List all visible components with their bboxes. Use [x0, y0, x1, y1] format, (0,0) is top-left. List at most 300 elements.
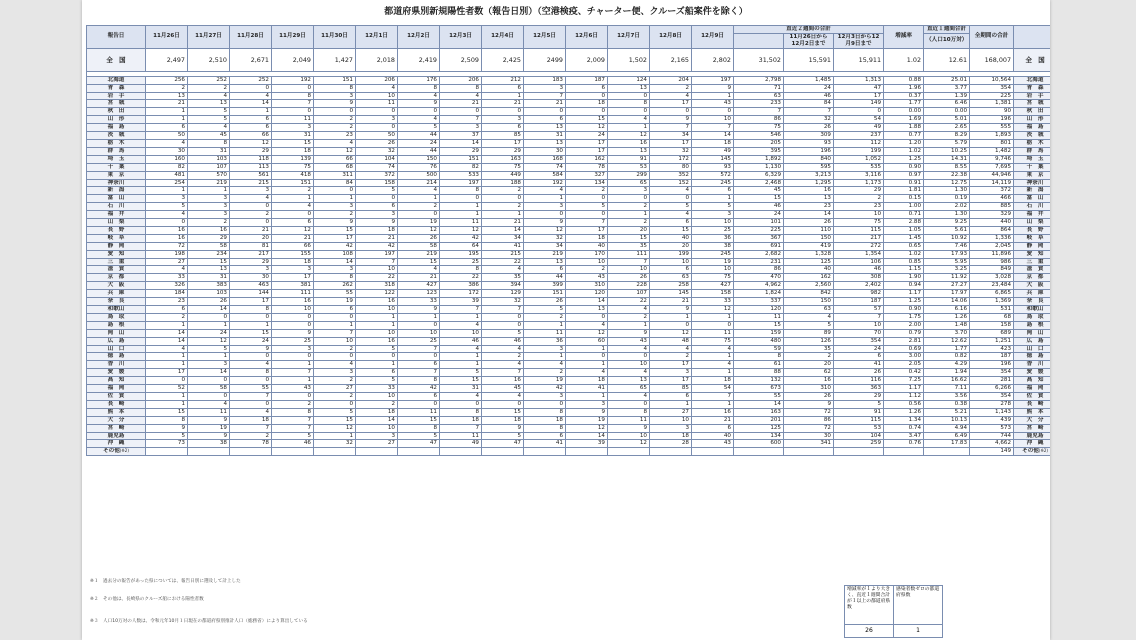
cell-value: 4	[440, 345, 482, 353]
cell-value: 176	[398, 76, 440, 84]
cell-value: 6	[146, 124, 188, 132]
cell-value: 19	[188, 424, 230, 432]
cell-value: 12	[230, 139, 272, 147]
cell-value: 470	[734, 274, 784, 282]
cell-value: 481	[146, 171, 188, 179]
prefecture-name-right: 群 馬	[1014, 147, 1050, 155]
cell-value: 7	[524, 92, 566, 100]
cell-value: 17.93	[924, 250, 970, 258]
cell-value: 15	[272, 139, 314, 147]
cell-value: 120	[566, 290, 608, 298]
cell-value: 26	[524, 298, 566, 306]
prefecture-name-right: 和歌山	[1014, 306, 1050, 314]
cell-value: 7	[314, 329, 356, 337]
cell-value: 7	[482, 306, 524, 314]
cell-value: 1	[650, 400, 692, 408]
prefecture-name: 滋 賀	[87, 266, 146, 274]
cell-value: 225	[970, 92, 1014, 100]
cell-value: 1	[524, 195, 566, 203]
cell-value: 74	[356, 163, 398, 171]
cell-value: 1,893	[970, 132, 1014, 140]
table-row	[87, 179, 1051, 187]
cell-value: 326	[146, 282, 188, 290]
cell-value: 16	[356, 298, 398, 306]
cell-value: 10	[608, 266, 650, 274]
cell-value: 26	[834, 369, 884, 377]
cell-value: 1.75	[884, 313, 924, 321]
cell-value: 195	[440, 250, 482, 258]
header-ratio: 増減率	[884, 26, 924, 49]
prefecture-name: 山 梨	[87, 219, 146, 227]
cell-value: 75	[272, 163, 314, 171]
other-value	[440, 448, 482, 456]
cell-value: 12	[608, 132, 650, 140]
cell-value: 82	[440, 163, 482, 171]
cell-value: 0	[566, 353, 608, 361]
cell-value: 5	[314, 408, 356, 416]
cell-value: 42	[398, 385, 440, 393]
cell-value: 30	[230, 274, 272, 282]
prefecture-name-right: 秋 田	[1014, 108, 1050, 116]
prefecture-name-right: 鹿児島	[1014, 432, 1050, 440]
prefecture-name-right: 福 井	[1014, 211, 1050, 219]
cell-value: 63	[784, 306, 834, 314]
other-value	[924, 448, 970, 456]
cell-value: 12	[398, 226, 440, 234]
header-date: 12月5日	[524, 26, 566, 49]
cell-value: 7	[834, 313, 884, 321]
cell-value: 159	[734, 329, 784, 337]
cell-value: 1	[398, 195, 440, 203]
cell-value: 35	[482, 274, 524, 282]
cell-value: 10	[834, 211, 884, 219]
prefecture-name: 岐 阜	[87, 234, 146, 242]
prefecture-name-right: 岡 山	[1014, 329, 1050, 337]
cell-value: 31	[188, 274, 230, 282]
cell-value: 0.69	[884, 345, 924, 353]
cell-value: 2.88	[884, 219, 924, 227]
cell-value: 21	[482, 219, 524, 227]
cell-value: 10	[356, 329, 398, 337]
prefecture-name-right: 神奈川	[1014, 179, 1050, 187]
cell-value: 8	[314, 274, 356, 282]
cell-value: 2	[524, 313, 566, 321]
cell-value: 0	[524, 108, 566, 116]
cell-value: 12	[608, 440, 650, 448]
cell-value: 6	[230, 124, 272, 132]
cell-value: 44	[398, 132, 440, 140]
cell-value: 196	[970, 361, 1014, 369]
header-row-1	[87, 26, 1051, 34]
cell-value: 0	[314, 353, 356, 361]
cell-value: 2	[314, 124, 356, 132]
cell-value: 982	[834, 290, 884, 298]
cell-value: 24	[566, 132, 608, 140]
cell-value: 33	[398, 298, 440, 306]
cell-value: 11	[608, 416, 650, 424]
cell-value: 1	[440, 353, 482, 361]
cell-value: 4	[650, 187, 692, 195]
cell-value: 0.74	[884, 424, 924, 432]
cell-value: 1.39	[924, 92, 970, 100]
cell-value: 29	[834, 392, 884, 400]
cell-value: 10	[272, 306, 314, 314]
cell-value: 3	[230, 266, 272, 274]
cell-value: 183	[524, 76, 566, 84]
cell-value: 18	[482, 416, 524, 424]
cell-value: 4	[566, 321, 608, 329]
prefecture-name-right: 滋 賀	[1014, 266, 1050, 274]
prefecture-name-right: 北海道	[1014, 76, 1050, 84]
cell-value: 12.75	[924, 179, 970, 187]
cell-value: 1.94	[924, 369, 970, 377]
prefecture-name: 千 葉	[87, 163, 146, 171]
prefecture-name: 新 潟	[87, 187, 146, 195]
other-value	[356, 448, 398, 456]
cell-value: 217	[230, 250, 272, 258]
cell-value: 310	[566, 282, 608, 290]
cell-value: 10	[356, 424, 398, 432]
cell-value: 151	[524, 290, 566, 298]
table-row	[87, 290, 1051, 298]
cell-value: 17	[834, 92, 884, 100]
cell-value: 11	[440, 432, 482, 440]
cell-value: 91	[608, 155, 650, 163]
cell-value: 150	[398, 155, 440, 163]
cell-value: 449	[482, 171, 524, 179]
cell-value: 21	[230, 226, 272, 234]
cell-value: 3	[272, 124, 314, 132]
prefecture-name-right: 福 島	[1014, 124, 1050, 132]
cell-value: 31	[188, 147, 230, 155]
cell-value: 104	[834, 432, 884, 440]
cell-value: 1.88	[884, 124, 924, 132]
cell-value: 71	[734, 84, 784, 92]
cell-value: 27.27	[924, 282, 970, 290]
cell-value: 33	[146, 274, 188, 282]
cell-value: 0.56	[884, 400, 924, 408]
cell-value: 11	[188, 408, 230, 416]
cell-value: 1	[146, 400, 188, 408]
cell-value: 21	[356, 234, 398, 242]
cell-value: 215	[230, 179, 272, 187]
prefecture-name: 山 形	[87, 116, 146, 124]
cell-value: 21	[440, 100, 482, 108]
cell-value: 15	[398, 258, 440, 266]
cell-value: 531	[970, 306, 1014, 314]
summary-zero-value: 1	[894, 625, 943, 638]
cell-value: 0	[356, 108, 398, 116]
cell-value: 14	[188, 306, 230, 314]
table-row	[87, 377, 1051, 385]
cell-value: 10.25	[924, 147, 970, 155]
cell-value: 0	[482, 400, 524, 408]
cell-value: 6	[356, 369, 398, 377]
other-label-right-text: その他	[1022, 448, 1039, 455]
prefecture-name: 福 井	[87, 211, 146, 219]
table-row	[87, 155, 1051, 163]
cell-value: 18	[356, 226, 398, 234]
cell-value: 1	[272, 195, 314, 203]
cell-value: 1	[314, 195, 356, 203]
cell-value: 75	[692, 274, 734, 282]
cell-value: 0	[188, 313, 230, 321]
cell-value: 570	[188, 171, 230, 179]
cell-value: 46	[440, 337, 482, 345]
cell-value: 1.25	[884, 155, 924, 163]
cell-value: 25	[692, 226, 734, 234]
cell-value: 9	[398, 306, 440, 314]
cell-value: 4	[692, 361, 734, 369]
cell-value: 13	[608, 377, 650, 385]
cell-value: 1,485	[784, 76, 834, 84]
cell-value: 228	[608, 282, 650, 290]
cell-value: 68	[314, 163, 356, 171]
cell-value: 0.15	[884, 195, 924, 203]
cell-value: 61	[734, 361, 784, 369]
cell-value: 0	[650, 195, 692, 203]
cell-value: 5	[692, 203, 734, 211]
cell-value: 4	[398, 187, 440, 195]
cell-value: 25.01	[924, 76, 970, 84]
cell-value: 309	[784, 132, 834, 140]
cell-value: 0	[524, 400, 566, 408]
cell-value: 0	[272, 353, 314, 361]
cell-value: 15	[146, 408, 188, 416]
cell-value: 19	[524, 377, 566, 385]
cell-value: 4	[356, 84, 398, 92]
cell-value: 0.00	[924, 108, 970, 116]
cell-value: 2	[482, 203, 524, 211]
cell-value: 8	[272, 408, 314, 416]
cell-value: 10	[608, 361, 650, 369]
cell-value: 6	[524, 432, 566, 440]
cell-value: 7	[356, 258, 398, 266]
cell-value: 41	[482, 242, 524, 250]
cell-value: 16	[188, 226, 230, 234]
other-label-sup: (※2)	[119, 448, 129, 454]
cell-value: 4	[524, 361, 566, 369]
cell-value: 3	[482, 116, 524, 124]
national-value: 31,502	[734, 48, 784, 71]
cell-value: 6	[314, 306, 356, 314]
cell-value: 30	[784, 432, 834, 440]
table-row	[87, 282, 1051, 290]
national-value: 2,802	[692, 48, 734, 71]
cell-value: 215	[482, 250, 524, 258]
cell-value: 245	[692, 179, 734, 187]
cell-value: 2	[608, 203, 650, 211]
cell-value: 0	[314, 187, 356, 195]
table-row	[87, 440, 1051, 448]
cell-value: 1	[440, 361, 482, 369]
cell-value: 8.55	[924, 163, 970, 171]
cell-value: 134	[566, 179, 608, 187]
national-value: 2,510	[188, 48, 230, 71]
cell-value: 10	[692, 116, 734, 124]
cell-value: 49	[692, 147, 734, 155]
other-label-text: その他	[103, 448, 120, 455]
cell-value: 10	[692, 266, 734, 274]
cell-value: 1	[146, 392, 188, 400]
cell-value: 17	[146, 369, 188, 377]
cell-value: 9	[650, 116, 692, 124]
cell-value: 22	[482, 258, 524, 266]
cell-value: 7.46	[924, 242, 970, 250]
table-row	[87, 84, 1051, 92]
cell-value: 104	[356, 155, 398, 163]
cell-value: 0	[440, 195, 482, 203]
cell-value: 13	[146, 92, 188, 100]
cell-value: 254	[146, 179, 188, 187]
cell-value: 44,946	[970, 171, 1014, 179]
cell-value: 18	[356, 408, 398, 416]
cell-value: 17	[566, 147, 608, 155]
cell-value: 14.06	[924, 298, 970, 306]
cell-value: 0	[608, 353, 650, 361]
cell-value: 2,798	[734, 76, 784, 84]
cell-value: 6	[524, 266, 566, 274]
cell-value: 24	[734, 211, 784, 219]
cell-value: 72	[146, 242, 188, 250]
cell-value: 17	[566, 139, 608, 147]
cell-value: 33	[356, 385, 398, 393]
cell-value: 8	[230, 306, 272, 314]
cell-value: 546	[734, 132, 784, 140]
cell-value: 2.81	[884, 337, 924, 345]
cell-value: 13	[608, 147, 650, 155]
other-value: 149	[970, 448, 1014, 456]
cell-value: 0.97	[884, 171, 924, 179]
cell-value: 3.00	[884, 353, 924, 361]
cell-value: 151	[314, 76, 356, 84]
cell-value: 72	[784, 408, 834, 416]
cell-value: 196	[970, 116, 1014, 124]
national-value: 2,497	[146, 48, 188, 71]
cell-value: 21	[398, 274, 440, 282]
cell-value: 31	[524, 132, 566, 140]
header-date: 12月2日	[398, 26, 440, 49]
cell-value: 125	[734, 424, 784, 432]
cell-value: 3	[524, 203, 566, 211]
cell-value: 0.85	[884, 258, 924, 266]
table-row	[87, 100, 1051, 108]
cell-value: 115	[834, 416, 884, 424]
other-value	[482, 448, 524, 456]
cell-value: 53	[608, 163, 650, 171]
cell-value: 124	[608, 76, 650, 84]
cell-value: 50	[146, 132, 188, 140]
cell-value: 6	[650, 219, 692, 227]
cell-value: 3	[188, 203, 230, 211]
cell-value: 7.25	[884, 377, 924, 385]
cell-value: 81	[230, 242, 272, 250]
cell-value: 8	[188, 139, 230, 147]
cell-value: 13	[188, 266, 230, 274]
header-date: 12月7日	[608, 26, 650, 49]
cell-value: 4	[608, 306, 650, 314]
cell-value: 18	[230, 416, 272, 424]
other-label-right-sup: (※2)	[1038, 448, 1048, 454]
table-row	[87, 361, 1051, 369]
cell-value: 12	[566, 329, 608, 337]
cell-value: 8	[146, 416, 188, 424]
prefecture-name-right: 新 潟	[1014, 187, 1050, 195]
cell-value: 12	[440, 226, 482, 234]
cell-value: 11	[356, 100, 398, 108]
other-value	[884, 448, 924, 456]
cell-value: 16	[608, 139, 650, 147]
cell-value: 1	[440, 211, 482, 219]
cell-value: 14	[566, 432, 608, 440]
cell-value: 0	[608, 92, 650, 100]
cell-value: 17	[650, 139, 692, 147]
national-value: 2,009	[566, 48, 608, 71]
cell-value: 0	[650, 321, 692, 329]
cell-value: 5	[356, 345, 398, 353]
cell-value: 4	[650, 345, 692, 353]
cell-value: 272	[834, 242, 884, 250]
cell-value: 673	[734, 385, 784, 393]
cell-value: 7	[734, 108, 784, 116]
cell-value: 1.15	[884, 266, 924, 274]
cell-value: 24	[398, 139, 440, 147]
table-row	[87, 392, 1051, 400]
cell-value: 14	[356, 416, 398, 424]
header-date: 12月8日	[650, 26, 692, 49]
cell-value: 16	[784, 377, 834, 385]
cell-value: 45	[734, 187, 784, 195]
cell-value: 1,295	[784, 179, 834, 187]
cell-value: 5.01	[924, 116, 970, 124]
prefecture-name-right: 沖 縄	[1014, 440, 1050, 448]
cell-value: 278	[970, 400, 1014, 408]
cell-value: 6	[524, 116, 566, 124]
prefecture-name-right: 福 岡	[1014, 385, 1050, 393]
cell-value: 90	[970, 108, 1014, 116]
cell-value: 584	[524, 171, 566, 179]
cell-value: 172	[650, 155, 692, 163]
cell-value: 9	[608, 424, 650, 432]
cell-value: 18	[566, 100, 608, 108]
cell-value: 201	[734, 416, 784, 424]
cell-value: 85	[482, 132, 524, 140]
cell-value: 40	[784, 266, 834, 274]
cell-value: 192	[524, 179, 566, 187]
cell-value: 1,892	[734, 155, 784, 163]
table-row	[87, 242, 1051, 250]
cell-value: 7	[608, 258, 650, 266]
cell-value: 1,482	[970, 147, 1014, 155]
cell-value: 40	[692, 432, 734, 440]
cell-value: 1.30	[924, 211, 970, 219]
cell-value: 27	[650, 408, 692, 416]
cell-value: 354	[970, 392, 1014, 400]
cell-value: 1.17	[884, 385, 924, 393]
other-label-right	[1014, 448, 1050, 456]
header-pref-right	[1014, 26, 1050, 49]
cell-value: 2,468	[734, 179, 784, 187]
cell-value: 9	[566, 408, 608, 416]
cell-value: 5	[398, 432, 440, 440]
cell-value: 206	[440, 76, 482, 84]
cell-value: 5	[834, 400, 884, 408]
cell-value: 3	[566, 400, 608, 408]
cell-value: 0	[566, 195, 608, 203]
cell-value: 32	[356, 147, 398, 155]
cell-value: 75	[834, 219, 884, 227]
cell-value: 205	[734, 139, 784, 147]
